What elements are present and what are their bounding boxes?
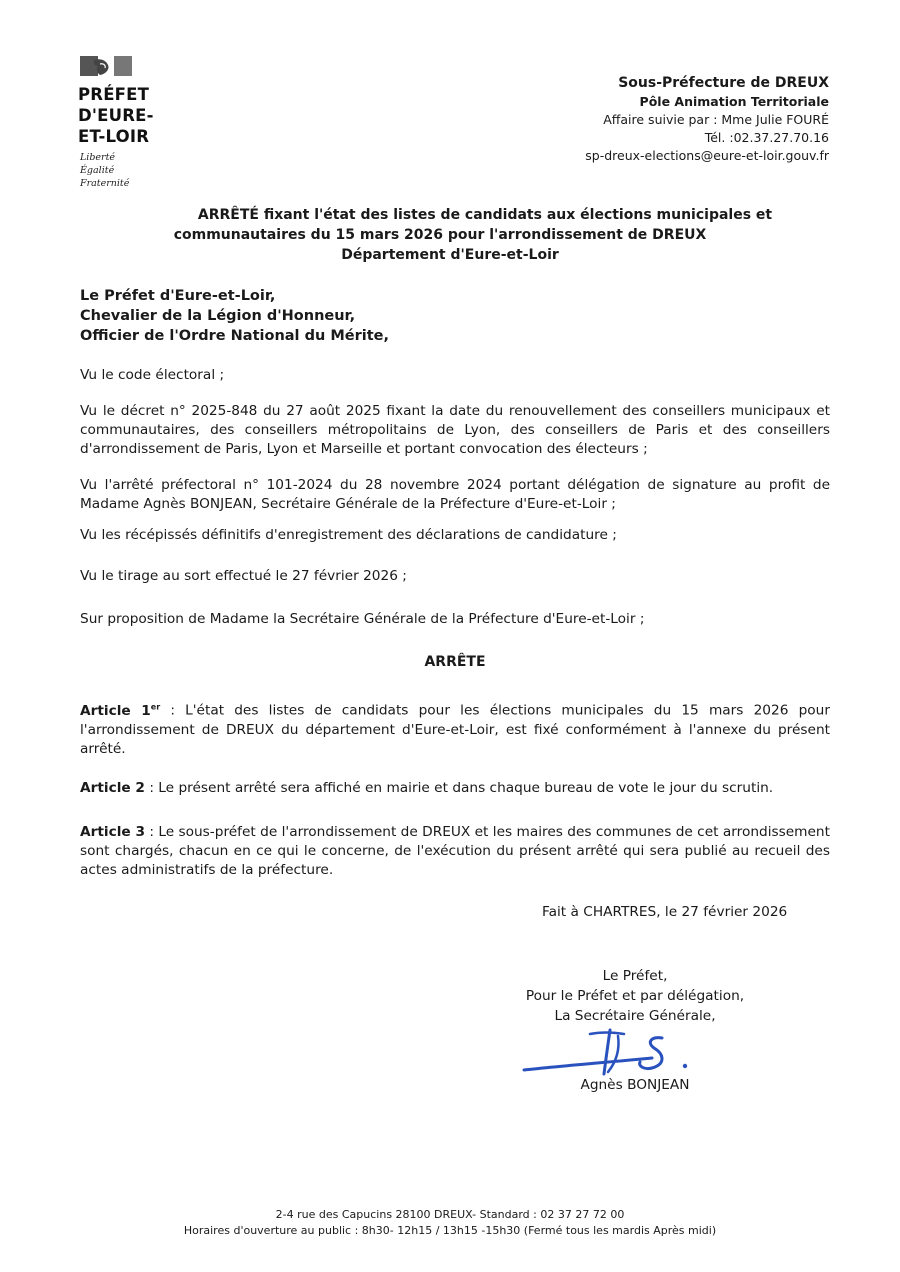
title-line: Département d'Eure-et-Loir [341, 247, 559, 263]
prefet-line: Officier de l'Ordre National du Mérite, [80, 328, 389, 344]
office-name: Sous-Préfecture de DREUX [618, 75, 829, 91]
signature-block [480, 966, 790, 1026]
consideration: Vu le décret n° 2025-848 du 27 août 2025 fixant la date du renouvellement des conseillers municipaux et communautaires, des conseillers métropolitains de Lyon, des conseillers de Paris et des conseillers d'arrondissement de Paris, Lyon et Marseille et portant convocation des électeurs ; [80, 403, 830, 457]
consideration: Vu l'arrêté préfectoral n° 101-2024 du 28 novembre 2024 portant délégation de signature au profit de Madame Agnès BONJEAN, Secrétaire Générale de la Préfecture d'Eure-et-Loir ; [80, 477, 830, 512]
logo-title [78, 84, 154, 147]
prefet-line: Le Préfet d'Eure-et-Loir, [80, 288, 276, 304]
footer-hours: Horaires d'ouverture au public : 8h30- 12h15 / 13h15 -15h30 (Fermé tous les mardis Après midi) [183, 1224, 717, 1237]
handwritten-signature-icon [520, 1022, 700, 1082]
signature-line: Pour le Préfet et par délégation, [525, 988, 745, 1004]
article-text: Le présent arrêté sera affiché en mairie et dans chaque bureau de vote le jour du scrutin. [158, 780, 774, 796]
consideration: Vu le tirage au sort effectué le 27 février 2026 ; [80, 568, 407, 584]
footer [0, 1207, 900, 1239]
contact-header [585, 74, 829, 165]
email: sp-dreux-elections@eure-et-loir.gouv.fr [585, 148, 829, 163]
article-1: Article 1er : L'état des listes de candidats pour les élections municipales du 15 mars 2026 pour l'arrondissement de DREUX du département d'Eure-et-Loir, est fixé conformément à l'annexe du présent arrêté. [80, 702, 830, 757]
article-label: Article 1er [80, 702, 161, 719]
motto [80, 151, 129, 190]
article-2: Article 2 : Le présent arrêté sera affiché en mairie et dans chaque bureau de vote le jour du scrutin. [80, 780, 774, 796]
signature-line: La Secrétaire Générale, [554, 1008, 716, 1024]
title-line: communautaires du 15 mars 2026 pour l'arrondissement de DREUX [173, 227, 707, 243]
place-date: Fait à CHARTRES, le 27 février 2026 [542, 904, 788, 920]
footer-address: 2-4 rue des Capucins 28100 DREUX- Standard : 02 37 27 72 00 [275, 1208, 625, 1221]
consideration: Sur proposition de Madame la Secrétaire Générale de la Préfecture d'Eure-et-Loir ; [80, 611, 645, 627]
signer-name: Agnès BONJEAN [580, 1077, 690, 1093]
prefet-line: Chevalier de la Légion d'Honneur, [80, 308, 356, 324]
article-text: L'état des listes de candidats pour les élections municipales du 15 mars 2026 pour l'arrondissement de DREUX du département d'Eure-et-Loir, est fixé conformément à l'annexe du présent arrêté. [80, 702, 830, 757]
article-3: Article 3 : Le sous-préfet de l'arrondissement de DREUX et les maires des communes de cet arrondissement sont chargés, chacun en ce qui le concerne, de l'exécution du présent arrêté qui sera publié au recueil des actes administratifs de la préfecture. [80, 824, 830, 878]
logo-title-line: ET-LOIR [78, 127, 150, 146]
prefet-titles [80, 286, 389, 346]
article-label: Article 2 [80, 780, 145, 796]
article-text: Le sous-préfet de l'arrondissement de DREUX et les maires des communes de cet arrondissement sont chargés, chacun en ce qui le concerne, de l'exécution du présent arrêté qui sera publié au recueil des actes administratifs de la préfecture. [80, 824, 830, 878]
service-name: Pôle Animation Territoriale [639, 94, 829, 109]
logo-title-line: PRÉFET [78, 85, 150, 104]
title-line: ARRÊTÉ fixant l'état des listes de candidats aux élections municipales et [197, 207, 773, 223]
logo-title-line: D'EURE- [78, 106, 154, 125]
arrete-heading: ARRÊTE [424, 654, 486, 670]
motto-line: Fraternité [80, 178, 130, 189]
consideration: Vu les récépissés définitifs d'enregistrement des déclarations de candidature ; [80, 527, 617, 543]
consideration: Vu le code électoral ; [80, 367, 225, 383]
marianne-logo-icon [80, 56, 132, 76]
article-label: Article 3 [80, 824, 145, 840]
motto-line: Égalité [80, 165, 115, 176]
motto-line: Liberté [80, 152, 116, 163]
followed-by: Affaire suivie par : Mme Julie FOURÉ [603, 112, 829, 127]
signature-line: Le Préfet, [602, 968, 668, 984]
document-title [80, 205, 820, 265]
phone: Tél. :02.37.27.70.16 [704, 130, 829, 145]
